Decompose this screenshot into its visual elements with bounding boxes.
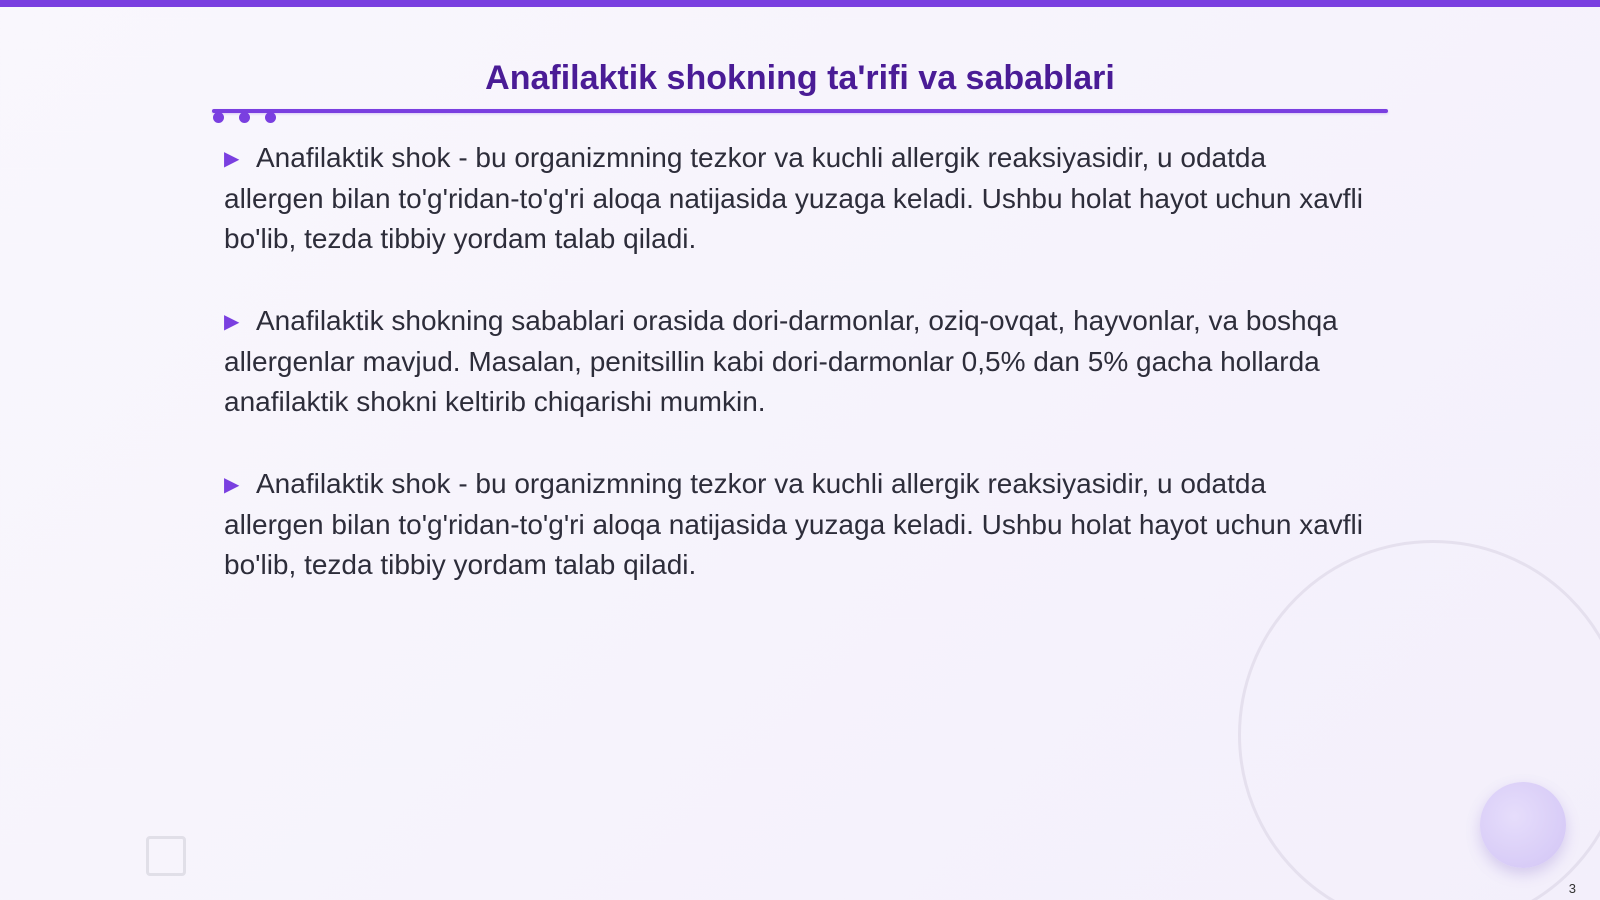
- play-arrow-icon: ▶: [224, 474, 240, 496]
- bullet-item: [224, 138, 1364, 259]
- bullet-item: [224, 301, 1364, 422]
- bullet-item: [224, 464, 1364, 585]
- decorative-square: [146, 836, 186, 876]
- decorative-dot: [213, 112, 224, 123]
- bullet-list: [224, 138, 1364, 627]
- bullet-text: Anafilaktik shok - bu organizmning tezkor va kuchli allergik reaksiyasidir, u odatda allergen bilan to'g'ridan-to'g'ri aloqa natijasida yuzaga keladi. Ushbu holat hayot uchun xavfli bo'lib, tezda tibbiy yordam talab qiladi.: [224, 142, 1363, 254]
- decorative-dot: [239, 112, 250, 123]
- top-accent-bar: [0, 0, 1600, 7]
- title-underline: [212, 109, 1388, 113]
- bullet-text: Anafilaktik shokning sabablari orasida dori-darmonlar, oziq-ovqat, hayvonlar, va boshqa allergenlar mavjud. Masalan, penitsillin kabi dori-darmonlar 0,5% dan 5% gacha hollarda anafilaktik shokni keltirib chiqarishi mumkin.: [224, 305, 1338, 417]
- play-arrow-icon: ▶: [224, 148, 240, 170]
- decorative-circle: [1480, 782, 1566, 868]
- play-arrow-icon: ▶: [224, 311, 240, 333]
- decorative-dot: [265, 112, 276, 123]
- bullet-text: Anafilaktik shok - bu organizmning tezkor va kuchli allergik reaksiyasidir, u odatda allergen bilan to'g'ridan-to'g'ri aloqa natijasida yuzaga keladi. Ushbu holat hayot uchun xavfli bo'lib, tezda tibbiy yordam talab qiladi.: [224, 468, 1363, 580]
- slide-title: Anafilaktik shokning ta'rifi va sabablari: [485, 59, 1115, 97]
- page-number: 3: [1568, 881, 1576, 896]
